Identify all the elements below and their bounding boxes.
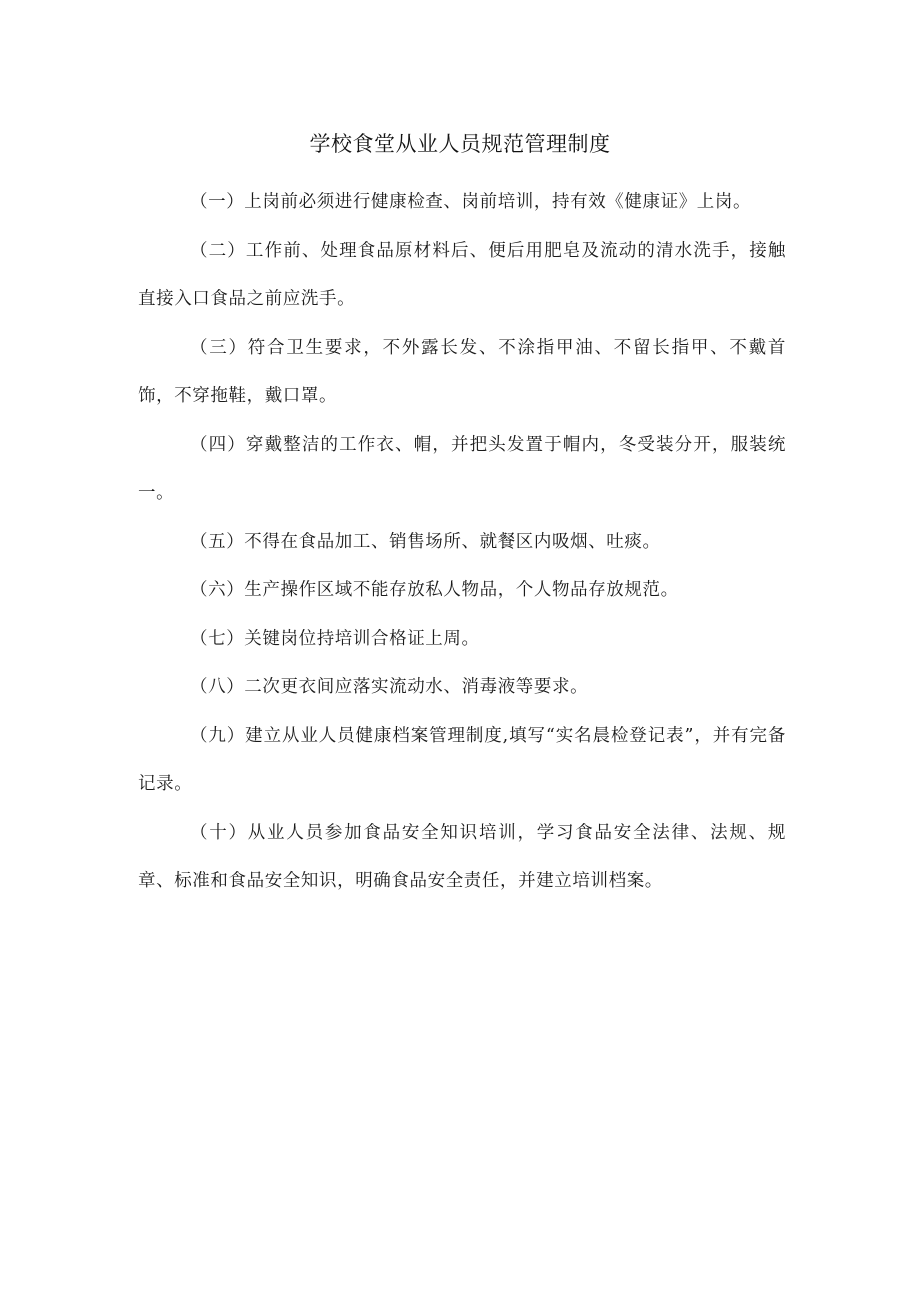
rule-paragraph-7: （七）关键岗位持培训合格证上周。 — [190, 628, 480, 649]
rule-paragraph-8: （八）二次更衣间应落实流动水、消毒液等要求。 — [190, 677, 589, 697]
document-title: 学校食堂从业人员规范管理制度 — [309, 132, 611, 156]
rule-paragraph-6: （六）生产操作区域不能存放私人物品，个人物品存放规范。 — [190, 580, 679, 600]
document-body — [138, 178, 786, 906]
rule-paragraph-5: （五）不得在食品加工、销售场所、就餐区内吸烟、吐痰。 — [190, 531, 661, 552]
rule-paragraph-3: （三）符合卫生要求，不外露长发、不涂指甲油、不留长指甲、不戴首饰，不穿拖鞋，戴口罩。 — [138, 337, 786, 406]
rule-paragraph-2: （二）工作前、处理食品原材料后、便后用肥皂及流动的清水洗手，接触直接入口食品之前应洗手。 — [138, 240, 786, 309]
rule-paragraph-4: （四）穿戴整洁的工作衣、帽，并把头发置于帽内，冬受装分开，服装统一。 — [138, 434, 786, 503]
rule-paragraph-10: （十）从业人员参加食品安全知识培训，学习食品安全法律、法规、规章、标准和食品安全知识，明确食品安全责任，并建立培训档案。 — [138, 822, 786, 891]
rule-paragraph-1: （一）上岗前必须进行健康检查、岗前培训，持有效《健康证》上岗。 — [190, 192, 752, 212]
rule-paragraph-9: （九）建立从业人员健康档案管理制度,填写“实名晨检登记表”，并有完备记录。 — [138, 725, 786, 794]
